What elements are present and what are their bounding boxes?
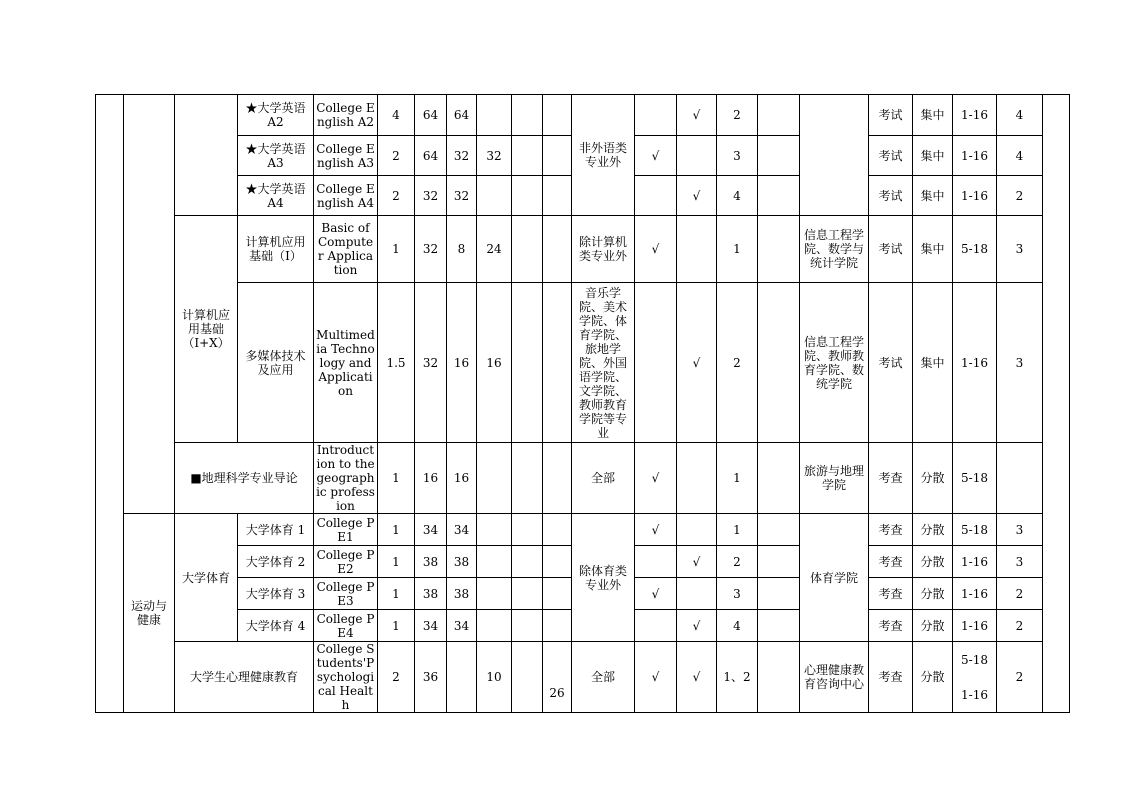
assessment-cell: 考试 [869,136,913,176]
course-name: ★大学英语A2 [238,95,314,136]
course-english-name: Basic of Computer Application [314,216,378,283]
blank-cell [758,216,800,283]
weeks-cell: 1-16 [953,136,997,176]
weekly-hours-cell: 4 [997,136,1043,176]
table-row [96,443,1070,514]
blank-cell [758,95,800,136]
category-cell-empty [96,95,124,713]
credit-cell: 2 [378,136,415,176]
course-english-name: College English A3 [314,136,378,176]
department-cell: 体育学院 [800,514,869,642]
required-mark-cell: √ [635,578,677,610]
course-english-name: Introduction to the geographic profession [314,443,378,514]
extra-hours-cell [512,95,543,136]
term-cell: 2 [717,283,758,443]
weeks-cell: 1-16 [953,546,997,578]
table-row [96,514,1070,546]
credit-cell: 1 [378,610,415,642]
total-hours-cell: 32 [415,283,447,443]
total-hours-cell: 36 [415,642,447,713]
required-mark-cell [635,610,677,642]
total-hours-cell: 64 [415,95,447,136]
scope-cell: 音乐学院、美术学院、体育学院、旅地学院、外国语学院、文学院、教师教育学院等专业 [572,283,635,443]
practice-hours-cell [477,514,512,546]
extra-hours-cell [512,443,543,514]
term-cell: 1 [717,216,758,283]
extra-hours-cell-2 [543,443,572,514]
weeks-cell: 1-16 [953,176,997,216]
lecture-hours-cell: 8 [447,216,477,283]
weeks-second: 1-16 [961,687,988,702]
total-hours-cell: 38 [415,578,447,610]
mode-cell: 分散 [913,642,953,713]
total-hours-cell: 16 [415,443,447,514]
mode-cell: 分散 [913,578,953,610]
lecture-hours-cell: 16 [447,443,477,514]
lecture-hours-cell: 38 [447,546,477,578]
total-hours-cell: 32 [415,176,447,216]
course-english-name: College English A2 [314,95,378,136]
weekly-hours-cell: 2 [997,642,1043,713]
total-hours-cell: 34 [415,610,447,642]
weeks-cell: 5-18 [953,443,997,514]
assessment-cell: 考试 [869,176,913,216]
mode-cell: 集中 [913,216,953,283]
department-cell: 旅游与地理学院 [800,443,869,514]
lecture-hours-cell: 34 [447,610,477,642]
assessment-cell: 考查 [869,642,913,713]
scope-cell: 全部 [572,443,635,514]
mode-cell: 分散 [913,514,953,546]
scope-cell: 全部 [572,642,635,713]
practice-hours-cell [477,610,512,642]
course-name: 多媒体技术及应用 [238,283,314,443]
total-hours-cell: 34 [415,514,447,546]
exam-mark-cell [677,578,717,610]
extra-hours-cell-2 [543,283,572,443]
group-cell-empty [175,95,238,216]
course-name: ■地理科学专业导论 [175,443,314,514]
credit-cell: 2 [378,176,415,216]
weekly-hours-cell: 3 [997,283,1043,443]
extra-hours-cell [512,136,543,176]
extra-hours-cell [512,546,543,578]
blank-cell [758,136,800,176]
mode-cell: 集中 [913,176,953,216]
exam-mark-cell: √ [677,546,717,578]
extra-hours-cell [512,610,543,642]
weeks-cell: 5-18 [953,514,997,546]
extra-hours-cell-2 [543,176,572,216]
table-row [96,95,1070,136]
mode-cell: 分散 [913,610,953,642]
practice-hours-cell: 24 [477,216,512,283]
scope-cell: 除计算机类专业外 [572,216,635,283]
mode-cell: 分散 [913,443,953,514]
practice-hours-cell [477,176,512,216]
term-cell: 1 [717,514,758,546]
required-mark-cell [635,283,677,443]
extra-hours-cell [512,216,543,283]
curriculum-table [95,94,1070,713]
weekly-hours-cell: 3 [997,514,1043,546]
extra-hours-cell-2 [543,514,572,546]
assessment-cell: 考试 [869,283,913,443]
course-name: 大学体育 3 [238,578,314,610]
term-cell: 2 [717,546,758,578]
course-english-name: College PE2 [314,546,378,578]
exam-mark-cell [677,216,717,283]
course-english-name: College PE4 [314,610,378,642]
department-cell-empty [800,95,869,216]
practice-hours-cell [477,95,512,136]
exam-mark-cell: √ [677,283,717,443]
required-mark-cell [635,176,677,216]
credit-cell: 1 [378,443,415,514]
term-cell: 4 [717,610,758,642]
extra-hours-cell-2 [543,216,572,283]
credit-cell: 1.5 [378,283,415,443]
extra-hours-cell-2: 26 [543,642,572,713]
weekly-hours-cell: 3 [997,216,1043,283]
term-cell: 2 [717,95,758,136]
practice-hours-cell: 10 [477,642,512,713]
mode-cell: 集中 [913,283,953,443]
credit-cell: 2 [378,642,415,713]
blank-cell [758,176,800,216]
weeks-first: 5-18 [961,652,988,667]
course-name: 大学生心理健康教育 [175,642,314,713]
extra-hours-cell-2 [543,136,572,176]
blank-cell [758,283,800,443]
exam-mark-cell: √ [677,642,717,713]
blank-cell [758,610,800,642]
extra-hours-cell [512,514,543,546]
course-name: ★大学英语A4 [238,176,314,216]
lecture-hours-cell: 64 [447,95,477,136]
total-hours-cell: 38 [415,546,447,578]
term-cell: 4 [717,176,758,216]
course-name: 大学体育 1 [238,514,314,546]
practice-hours-cell [477,546,512,578]
extra-hours-cell-2 [543,546,572,578]
assessment-cell: 考查 [869,443,913,514]
extra-hours-cell [512,578,543,610]
weekly-hours-cell [997,443,1043,514]
practice-hours-cell: 32 [477,136,512,176]
weekly-hours-cell: 3 [997,546,1043,578]
required-mark-cell: √ [635,642,677,713]
credit-cell: 1 [378,546,415,578]
mode-cell: 分散 [913,546,953,578]
blank-cell [758,578,800,610]
weekly-hours-cell: 2 [997,578,1043,610]
credit-cell: 1 [378,578,415,610]
department-cell: 信息工程学院、教师教育学院、数统学院 [800,283,869,443]
mode-cell: 集中 [913,136,953,176]
assessment-cell: 考查 [869,610,913,642]
term-cell: 3 [717,136,758,176]
lecture-hours-cell: 38 [447,578,477,610]
group-name: 大学体育 [175,514,238,642]
table-row [96,283,1070,443]
practice-hours-cell [477,443,512,514]
remarks-cell-empty [1043,95,1070,713]
lecture-hours-cell: 16 [447,283,477,443]
blank-cell [758,514,800,546]
exam-mark-cell [677,136,717,176]
term-cell: 3 [717,578,758,610]
required-mark-cell: √ [635,136,677,176]
assessment-cell: 考试 [869,216,913,283]
lecture-hours-cell [447,642,477,713]
exam-mark-cell: √ [677,610,717,642]
practice-hours-cell: 16 [477,283,512,443]
course-english-name: College English A4 [314,176,378,216]
term-cell: 1 [717,443,758,514]
required-mark-cell [635,546,677,578]
exam-mark-cell: √ [677,176,717,216]
total-hours-cell: 32 [415,216,447,283]
extra-hours-cell [512,176,543,216]
required-mark-cell: √ [635,216,677,283]
weeks-cell: 1-16 [953,283,997,443]
course-name: 大学体育 4 [238,610,314,642]
extra-hours-cell [512,642,543,713]
scope-cell: 非外语类专业外 [572,95,635,216]
course-english-name: Multimedia Technology and Application [314,283,378,443]
weeks-cell: 5-18 [953,216,997,283]
course-name: ★大学英语A3 [238,136,314,176]
course-english-name: College PE3 [314,578,378,610]
blank-cell [758,443,800,514]
blank-cell [758,546,800,578]
lecture-hours-cell: 34 [447,514,477,546]
practice-hours-cell [477,578,512,610]
exam-mark-cell [677,514,717,546]
group-name: 计算机应用基础（I+X） [175,216,238,443]
assessment-cell: 考查 [869,546,913,578]
weeks-cell: 1-16 [953,578,997,610]
scope-cell: 除体育类专业外 [572,514,635,642]
required-mark-cell: √ [635,514,677,546]
weekly-hours-cell: 4 [997,95,1043,136]
lecture-hours-cell: 32 [447,176,477,216]
weekly-hours-cell: 2 [997,610,1043,642]
blank-cell [758,642,800,713]
extra-hours-cell-2 [543,95,572,136]
weekly-hours-cell: 2 [997,176,1043,216]
weeks-cell [953,642,997,713]
required-mark-cell [635,95,677,136]
course-english-name: College PE1 [314,514,378,546]
extra-hours-cell-2 [543,610,572,642]
module-name: 运动与健康 [124,514,175,713]
assessment-cell: 考查 [869,514,913,546]
total-hours-cell: 64 [415,136,447,176]
course-name: 大学体育 2 [238,546,314,578]
required-mark-cell: √ [635,443,677,514]
exam-mark-cell: √ [677,95,717,136]
course-name: 计算机应用基础（I） [238,216,314,283]
credit-cell: 1 [378,216,415,283]
table-row [96,216,1070,283]
module-cell-empty [124,95,175,514]
department-cell: 信息工程学院、数学与统计学院 [800,216,869,283]
credit-cell: 4 [378,95,415,136]
lecture-hours-cell: 32 [447,136,477,176]
credit-cell: 1 [378,514,415,546]
table-row [96,642,1070,713]
weeks-cell: 1-16 [953,95,997,136]
assessment-cell: 考试 [869,95,913,136]
mode-cell: 集中 [913,95,953,136]
weeks-cell: 1-16 [953,610,997,642]
extra-hours-cell [512,283,543,443]
extra-hours-cell-2 [543,578,572,610]
exam-mark-cell [677,443,717,514]
assessment-cell: 考查 [869,578,913,610]
term-cell: 1、2 [717,642,758,713]
department-cell: 心理健康教育咨询中心 [800,642,869,713]
course-english-name: College Students'P sychological Health [314,642,378,713]
